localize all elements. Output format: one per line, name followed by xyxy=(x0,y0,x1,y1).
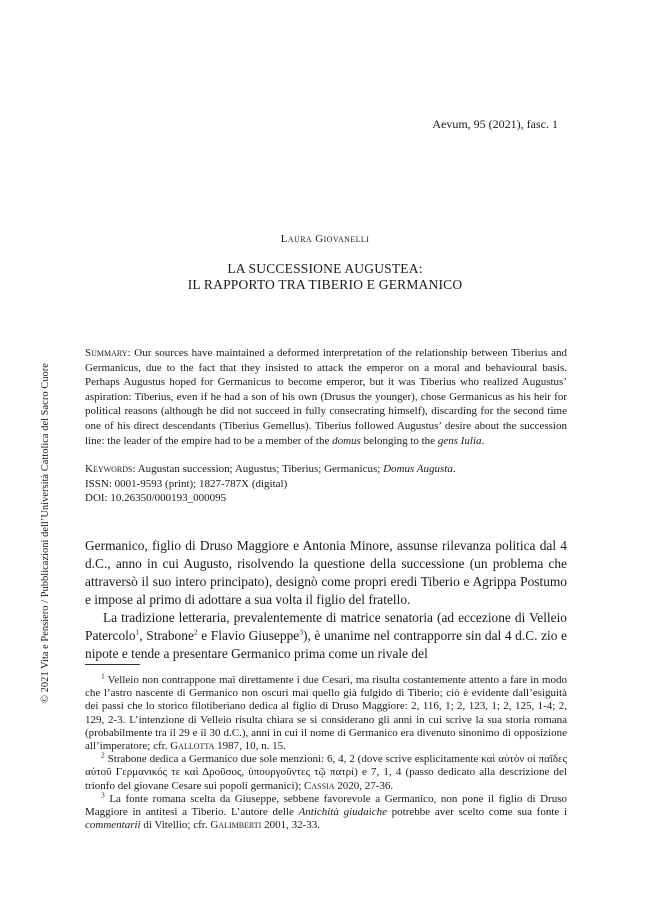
keywords-end: . xyxy=(452,463,456,475)
body-p2-text-a: La tradizione letteraria, prevalentemente di matrice senatoria (ad eccezione di Velleio Patercolo xyxy=(85,610,567,643)
footnote-1-text: Velleio non contrappone mai direttamente i due Cesari, ma risulta costantemente attento a fare in modo che l’astro nascente di Germanico non oscuri mai quello già fulgido di Tiberio; ciò è evidente dall’esiguità dei passi che lo storico filotiberiano dedica al figlio di Druso Maggiore: 2, 116, 1; 2, 123, 1; 2, 125, 1-4; 2, 129, 2-3. L’intenzione di Velleio risulta chiara se si considerano gli anni in cui scrive la sua storia romana (probabilmente tra il 29 e il 30 d.C.), anni in cui il nome di Germanico era divenuto sinonimo di opposizione all’imperatore; cfr. xyxy=(85,674,567,753)
keywords-text: : Augustan succession; Augustus; Tiberius; Germanicus; xyxy=(132,463,384,475)
body-p2-text-d: ), è unanime nel contrapporre sin dal 4 d.C. zio e nipote e tende a presentare Germanico prima come un rivale del xyxy=(85,628,567,661)
copyright-notice: © 2021 Vita e Pensiero / Pubblicazioni dell’Università Cattolica del Sacro Cuore xyxy=(40,363,51,703)
summary-end: . xyxy=(481,434,485,447)
footnote-divider xyxy=(85,664,140,665)
summary-abstract xyxy=(85,346,567,448)
footnote-3-text-c: di Vitellio; cfr. xyxy=(140,819,211,832)
footnote-3-text: La fonte romana scelta da Giuseppe, sebbene favorevole a Germanico, non pone il figlio di Druso Maggiore in antitesi a Tiberio. L’autore delle xyxy=(85,792,567,819)
footnotes xyxy=(85,671,568,832)
author-name: Laura Giovanelli xyxy=(280,233,370,245)
doi-line: DOI: 10.26350/000193_000095 xyxy=(85,492,227,505)
summary-text: : Our sources have maintained a deformed interpretation of the relationship between Tiberius and Germanicus, due to the fact that they insisted to attack the emperor on a moral and behavioural basis. Perhaps Augustus hoped for Germanicus to become emperor, but it was Tiberius who realized Augustus’ aspiration: Tiberius, even if he had a son of his own (Drusus the younger), chose Germanicus as his heir for political reasons (although he did not succeed in fully consecrating himself), discarding for the second time one of his direct descendants (Tiberius Gemellus). Tiberius followed Augustus’ desire about the succession line: the leader of the empire had to be a member of the xyxy=(85,347,567,447)
footnote-2 xyxy=(85,750,567,793)
body-p2-text-b: , Strabone xyxy=(139,628,194,643)
body-p2-text-c: e Flavio Giuseppe xyxy=(197,628,300,643)
footnote-3-number: 3 xyxy=(101,790,105,800)
article-metadata xyxy=(85,462,567,506)
title-line-1: LA SUCCESSIONE AUGUSTEA: xyxy=(227,261,423,276)
footnote-3 xyxy=(85,790,568,833)
footnote-2-number: 2 xyxy=(101,750,105,760)
footnote-1-end: 1987, 10, n. 15. xyxy=(214,740,286,753)
summary-italic-domus: domus xyxy=(332,434,361,447)
article-title xyxy=(0,261,650,293)
footnote-ref-1: 1 xyxy=(135,627,140,637)
footnote-2-end: 2020, 27-36. xyxy=(334,779,394,792)
footnote-3-author: Galimberti xyxy=(210,819,262,832)
keywords-label: Keywords xyxy=(85,463,133,475)
footnote-3-end: 2001, 32-33. xyxy=(261,819,321,832)
journal-reference: Aevum, 95 (2021), fasc. 1 xyxy=(432,117,558,131)
footnote-2-text: Strabone dedica a Germanico due sole menzioni: 6, 4, 2 (dove scrive esplicitamente καὶ αὐτὸν οἱ παῖδες αὐτοῦ Γερμανικός τε καὶ Δροῦσος, ὑπουργοῦντες τῷ πατρί) e 7, 1, 4 (passo dedicato alla descrizione del trionfo del giovane Cesare sui popoli germanici); xyxy=(85,753,567,792)
footnote-2-author: Cassia xyxy=(304,779,335,792)
keywords-line xyxy=(85,462,567,477)
footnote-ref-2: 2 xyxy=(193,627,198,637)
footnote-ref-3: 3 xyxy=(299,627,303,637)
title-line-2: IL RAPPORTO TRA TIBERIO E GERMANICO xyxy=(187,277,463,292)
footnote-3-italic-title: Antichità giudaiche xyxy=(298,806,387,819)
issn-line: ISSN: 0001-9593 (print); 1827-787X (digital) xyxy=(85,477,288,490)
body-paragraph-1: Germanico, figlio di Druso Maggiore e Antonia Minore, assunse rilevanza politica dal 4 d.C., anno in cui Augusto, risolvendo la questione della successione (un problema che attraversò il suo intero principato), designò come propri eredi Tiberio e Agrippa Postumo e impose al primo di adottare a sua volta il figlio del fratello. xyxy=(85,538,567,607)
summary-text-2: belonging to the xyxy=(360,434,438,447)
keywords-italic: Domus Augusta xyxy=(383,463,453,475)
footnote-1 xyxy=(85,671,567,753)
body-text xyxy=(85,537,567,663)
summary-label: Summary xyxy=(85,347,128,359)
footnote-1-number: 1 xyxy=(101,671,105,681)
summary-italic-gens: gens Iulia xyxy=(437,434,482,447)
footnote-1-author: Gallotta xyxy=(170,740,215,753)
body-paragraph-2 xyxy=(85,609,567,663)
footnote-3-text-b: potrebbe aver scelto come sua fonte i xyxy=(386,806,568,819)
footnote-3-italic-commentarii: commentarii xyxy=(85,819,141,832)
